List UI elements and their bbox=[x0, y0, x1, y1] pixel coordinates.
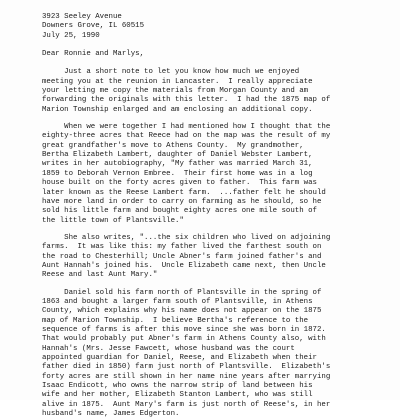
paragraph-line: forty acres are still shown in her name nine years after marrying bbox=[42, 372, 331, 381]
paragraph-line: She also writes, "...the six children who lived on adjoining bbox=[42, 233, 331, 242]
salutation: Dear Ronnie and Marlys, bbox=[42, 50, 145, 59]
paragraph-line: meeting you at the reunion in Lancaster. I really appreciate bbox=[42, 77, 313, 86]
letter-date: July 25, 1990 bbox=[42, 31, 100, 40]
paragraph-line: husband's name, James Edgerton. bbox=[42, 410, 180, 419]
paragraph-line: sold his little farm and bought eighty acres one mile south of bbox=[42, 207, 317, 216]
paragraph-line: Reese and last Aunt Mary." bbox=[42, 271, 158, 280]
paragraph-line: map of Marion Township. I believe Bertha's reference to the bbox=[42, 316, 309, 325]
paragraph-line: writes in her autobiography, "My father was married March 31, bbox=[42, 160, 313, 169]
letter-paragraph bbox=[42, 234, 380, 281]
street-address: 3923 Seeley Avenue bbox=[42, 13, 122, 21]
city-state-zip: Downers Grove, IL 60515 bbox=[42, 22, 145, 31]
paragraph-line: sequence of farms is after this move since she was born in 1872. bbox=[42, 325, 326, 334]
paragraph-line: father died in 1850) farm just north of Plantsville. Elizabeth's bbox=[42, 363, 331, 372]
letter-paragraph bbox=[42, 123, 380, 226]
paragraph-line: County, which explains why his name does not appear on the 1875 bbox=[42, 307, 322, 316]
paragraph-line: forwarding the originals with this letter. I had the 1875 map of bbox=[42, 96, 331, 105]
paragraph-line: farms. It was like this: my father lived the farthest south on bbox=[42, 243, 322, 252]
paragraph-line: Marion Township enlarged and am enclosing an additional copy. bbox=[42, 105, 313, 114]
letter-paragraph bbox=[42, 68, 380, 115]
paragraph-line: Just a short note to let you know how much we enjoyed bbox=[42, 68, 300, 77]
paragraph-line: appointed guardian for Daniel, Reese, and Elizabeth when their bbox=[42, 354, 317, 362]
paragraph-line: eighty-three acres that Reece had on the map was the result of my bbox=[42, 132, 331, 141]
paragraph-line: Daniel sold his farm north of Plantsville in the spring of bbox=[42, 288, 322, 297]
paragraph-line: great grandfather's move to Athens County. My grandmother, bbox=[42, 141, 304, 150]
paragraph-line: wife and her mother, Elizabeth Stanton Lambert, who was still bbox=[42, 391, 313, 400]
paragraph-line: Bertha Elizabeth Lambert, daughter of Daniel Webster Lambert, bbox=[42, 151, 313, 160]
paragraph-line: When we were together I had mentioned how I thought that the bbox=[42, 123, 331, 132]
paragraph-line: 1863 and bought a larger farm south of Plantsville, in Athens bbox=[42, 297, 313, 306]
paragraph-line: alive in 1875. Aunt Mary's farm is just north of Reese's, in her bbox=[42, 400, 331, 409]
paragraph-line: Aunt Hannah's joined his. Uncle Elizabeth came next, then Uncle bbox=[42, 261, 326, 270]
paragraph-line: your letting me copy the materials from Morgan County and am bbox=[42, 87, 309, 96]
paragraph-line: have more land in order to carry on farming as he should, so he bbox=[42, 197, 322, 206]
paragraph-line: the road to Chesterhill; Uncle Abner's farm joined father's and bbox=[42, 252, 322, 261]
paragraph-line: Hannah's (Mrs. Jesse Fawcett, whose husband was the court bbox=[42, 344, 295, 353]
paragraph-line: house built on the forty acres given to father. This farm was bbox=[42, 179, 317, 188]
paragraph-line: the little town of Plantsville." bbox=[42, 216, 184, 225]
letter-paragraph bbox=[42, 289, 380, 419]
paragraph-line: 1859 to Deborah Vernon Embree. Their first home was in a log bbox=[42, 169, 313, 178]
paragraph-line: Isaac Endicott, who owns the narrow strip of land between his bbox=[42, 382, 313, 391]
paragraph-line: later known as the Reese Lambert farm. ...father felt he should bbox=[42, 188, 326, 197]
sender-address-block bbox=[42, 13, 380, 41]
letter-body bbox=[42, 68, 380, 419]
paragraph-line: That would probably put Abner's farm in Athens County also, with bbox=[42, 335, 326, 344]
